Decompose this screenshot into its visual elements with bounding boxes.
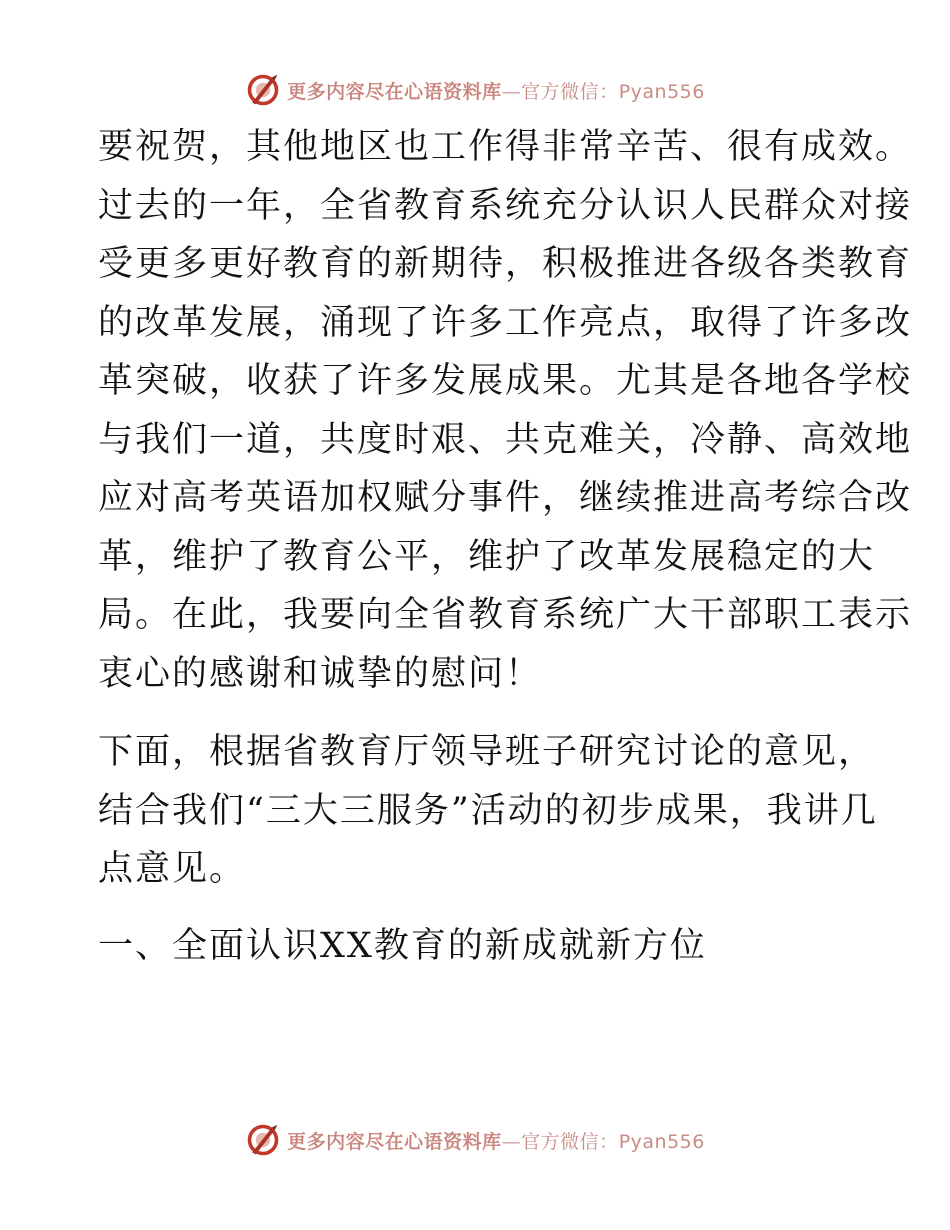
paragraph-spacer	[98, 899, 858, 917]
text-line: 结合我们“三大三服务”活动的初步成果，我讲几	[98, 790, 878, 831]
paragraph-spacer	[98, 703, 858, 723]
heading-text: 一、全面认识XX教育的新成就新方位	[98, 925, 707, 966]
text-line: 要祝贺，其他地区也工作得非常辛苦、很有成效。	[98, 127, 913, 167]
text-line: 革突破，收获了许多发展成果。尤其是各地各学校	[98, 361, 913, 401]
text-line: 与我们一道，共度时艰、共克难关，冷静、高效地	[98, 419, 913, 460]
banner-text	[287, 77, 705, 104]
text-line: 的改革发展，涌现了许多工作亮点，取得了许多改	[98, 302, 913, 343]
banner-site-name: 更多内容尽在心语资料库	[287, 80, 502, 103]
banner-wechat-label: 官方微信：	[521, 1130, 619, 1153]
text-line: 局。在此，我要向全省教育系统广大干部职工表示	[98, 595, 913, 635]
banner-wechat-account: Pyan556	[618, 1130, 705, 1153]
banner-dash: —	[501, 80, 522, 103]
footer-banner	[0, 1120, 950, 1160]
text-line: 衷心的感谢和诚挚的慰问！	[98, 653, 543, 694]
text-line: 下面，根据省教育厅领导班子研究讨论的意见，	[98, 732, 876, 772]
text-line: 过去的一年，全省教育系统充分认识人民群众对接	[98, 185, 913, 226]
quill-seal-icon	[245, 72, 281, 108]
paragraph-1	[98, 118, 913, 703]
banner-wechat-label: 官方微信：	[521, 80, 619, 103]
section-heading	[98, 917, 858, 976]
quill-seal-icon	[245, 1122, 281, 1158]
text-line: 点意见。	[98, 849, 247, 889]
text-line: 受更多更好教育的新期待，积极推进各级各类教育	[98, 244, 913, 284]
banner-text	[287, 1127, 705, 1154]
text-line: 应对高考英语加权赋分事件，继续推进高考综合改	[98, 478, 913, 518]
header-banner	[0, 70, 950, 110]
banner-site-name: 更多内容尽在心语资料库	[287, 1130, 502, 1153]
paragraph-2	[98, 723, 878, 899]
banner-wechat-account: Pyan556	[618, 80, 705, 103]
document-body	[98, 118, 913, 975]
text-line: 革，维护了教育公平，维护了改革发展稳定的大	[98, 536, 876, 577]
banner-dash: —	[501, 1130, 522, 1153]
